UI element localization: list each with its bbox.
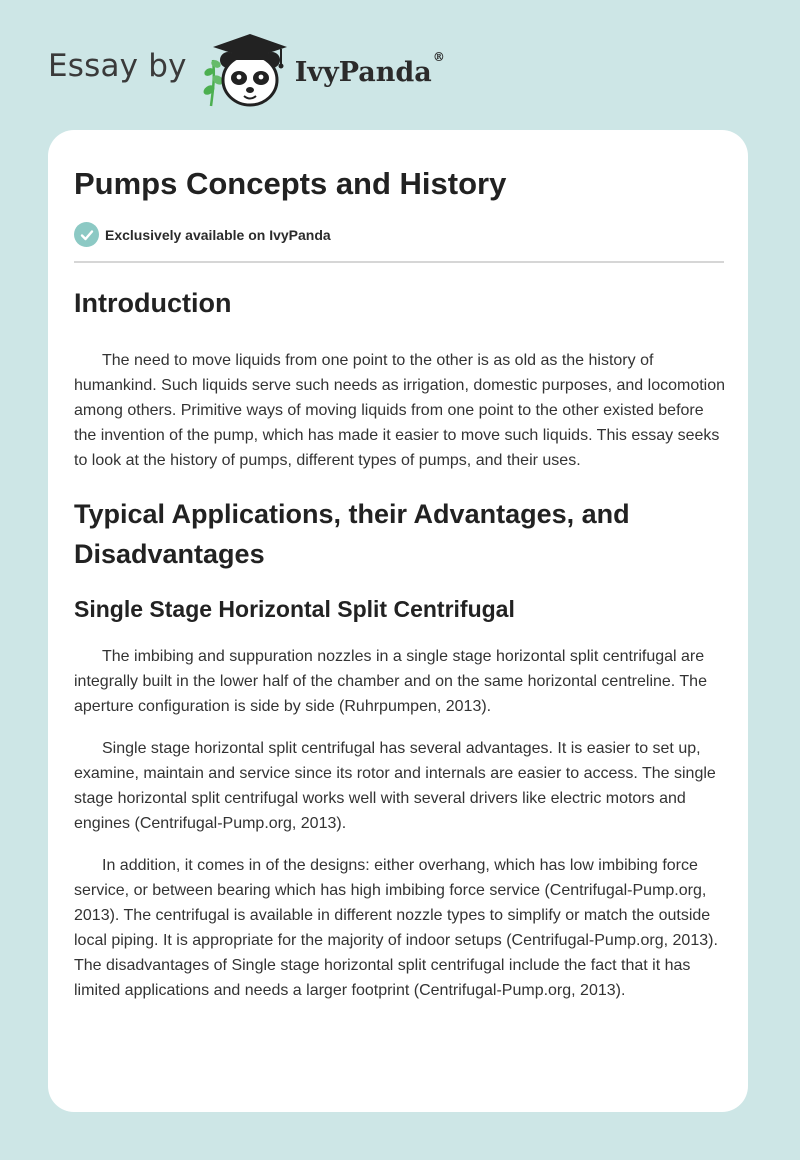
section-heading-introduction: Introduction (74, 288, 232, 318)
panda-graduate-icon (201, 30, 293, 110)
section-heading-applications: Typical Applications, their Advantages, and Disadvantages (74, 499, 630, 569)
registered-mark: ® (432, 49, 445, 64)
title-divider (74, 261, 724, 263)
exclusive-badge-label: Exclusively available on IvyPanda (105, 226, 331, 243)
exclusive-badge (74, 222, 331, 247)
essay-by-label: Essay by (48, 48, 187, 84)
brand-name[interactable]: IvyPanda® (294, 49, 445, 88)
paragraph: Single stage horizontal split centrifugal has several advantages. It is easier to set up, examine, maintain and service since its rotor and internals are easier to access. The single stage horizontal split centrifugal works well with several drivers like electric motors and engines (Centrifugal-Pump.org, 2013). (74, 740, 716, 832)
subsection-heading: Single Stage Horizontal Split Centrifugal (74, 596, 515, 622)
page-title: Pumps Concepts and History (74, 166, 507, 201)
essay-card (48, 130, 748, 1112)
paragraph: The imbibing and suppuration nozzles in a single stage horizontal split centrifugal are integrally built in the lower half of the chamber and on the same horizontal centreline. The aperture configuration is side by side (Ruhrpumpen, 2013). (74, 648, 707, 715)
essay-body (74, 283, 726, 1003)
paragraph: The need to move liquids from one point to the other is as old as the history of humankind. Such liquids serve such needs as irrigation, domestic purposes, and locomotion among others. Primitive ways of moving liquids from one point to the other existed before the invention of the pump, which has made it easier to move such liquids. This essay seeks to look at the history of pumps, different types of pumps, and their uses. (74, 352, 726, 469)
site-header (48, 30, 445, 110)
paragraph: In addition, it comes in of the designs: either overhang, which has low imbibing force service, or between bearing which has high imbibing force service (Centrifugal-Pump.org, 2013). The centrifugal is available in different nozzle types to simplify or match the outside local piping. It is appropriate for the majority of indoor setups (Centrifugal-Pump.org, 2013). The disadvantages of Single stage horizontal split centrifugal include the fact that it has limited applications and needs a larger footprint (Centrifugal-Pump.org, 2013). (74, 857, 718, 999)
check-icon (74, 222, 99, 247)
